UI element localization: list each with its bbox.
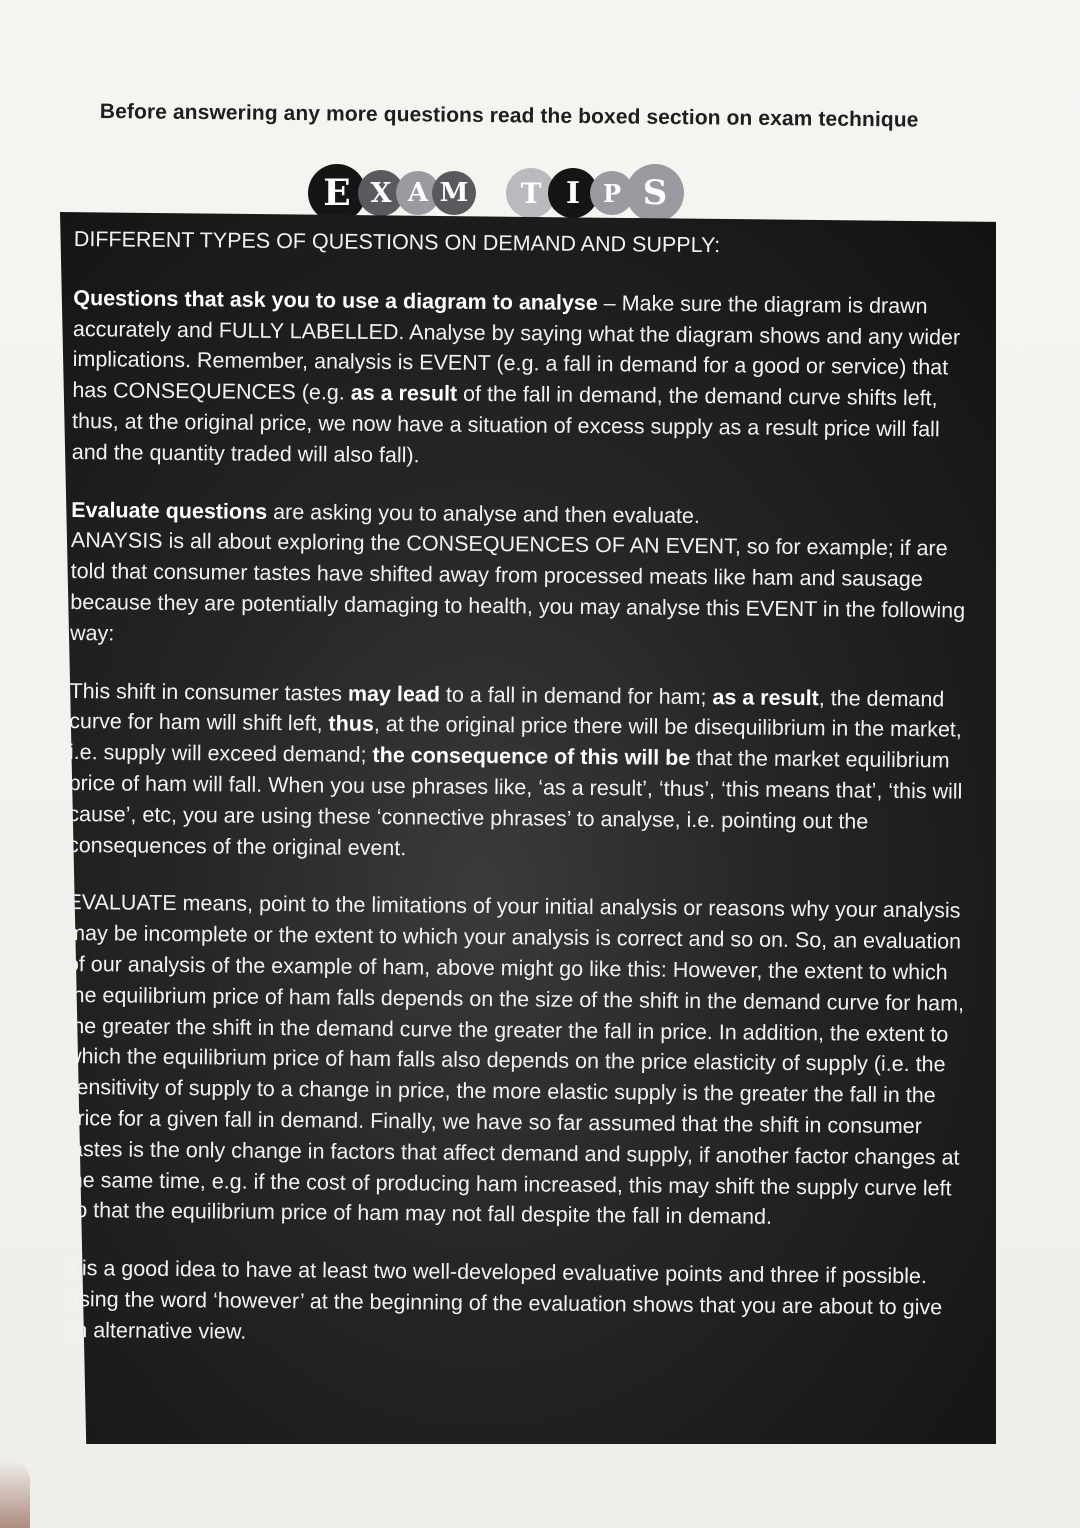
paragraph-evaluate-explanation: EVALUATE means, point to the limitations of your initial analysis or reasons why your analysis may be incomplete or the extent to which your analysis is correct and so on. So, an evaluation of our analysis of the example of ham, above might go like this: However, the extent to which the equilibrium price of ham falls depends on the size of the shift in the demand curve for ham, the greater the shift in the demand curve the greater the fall in price. In addition, the extent to which the equilibrium price of ham falls also depends on the price elasticity of supply (i.e. the sensitivity of supply to a change in price, the more elastic supply is the greater the fall in the price for a given fall in demand. Finally, we have so far assumed that the shift in consumer tastes is the only change in factors that affect demand and supply, if another factor changes at the same time, e.g. if the cost of producing ham increased, this may shift the supply curve left so that the equilibrium price of ham may not fall despite the fall in demand. xyxy=(64,890,965,1230)
text: , the demand curve for ham will shift left, xyxy=(69,685,945,736)
bold-lead: Evaluate questions xyxy=(71,497,268,524)
text: , at the original price there will be disequilibrium in the market, i.e. supply will exceed demand; xyxy=(68,712,962,768)
paragraph-evaluation-advice: It is a good idea to have at least two well-developed evaluative points and three if possible. Using the word ‘however’ at the beginning of the evaluation shows that you are about to give an alternative view. xyxy=(63,1256,943,1344)
bold-phrase: thus xyxy=(328,711,374,737)
paragraph-evaluate-questions xyxy=(70,495,975,658)
banner-letter: S xyxy=(626,164,684,222)
banner-letter: I xyxy=(548,168,598,218)
top-instruction: Before answering any more questions read the boxed section on exam technique xyxy=(99,100,919,132)
paragraph-diagram-questions xyxy=(72,283,978,476)
text: of the fall in demand, the demand curve shifts left, thus, at the original price, we now have a situation of excess supply as a result price will fall and the quantity traded will also fall). xyxy=(71,381,940,468)
box-heading: DIFFERENT TYPES OF QUESTIONS ON DEMAND AND SUPPLY: xyxy=(73,226,721,258)
text: ANAYSIS is all about exploring the CONSEQUENCES OF AN EVENT, so for example; if are told that consumer tastes have shifted away from processed meats like ham and sausage because they are potentially damaging to health, you may analyse this EVENT in the following way: xyxy=(69,528,966,646)
exam-tips-content xyxy=(63,224,978,1381)
banner-letter: X xyxy=(358,170,404,216)
banner-letter: A xyxy=(396,171,440,215)
text: to a fall in demand for ham; xyxy=(439,682,713,709)
text: – Make sure the diagram is drawn accurately and FULLY LABELLED. Analyse by saying what the diagram shows and any wider implications. Remember, analysis is EVENT (e.g. a fall in demand for a good or service) that has CONSEQUENCES (e.g. xyxy=(72,290,961,405)
banner-letter: M xyxy=(432,171,476,215)
text: This shift in consumer tastes xyxy=(69,678,349,706)
bold-lead: Questions that ask you to use a diagram to analyse xyxy=(73,285,598,315)
bold-phrase: as a result xyxy=(712,684,819,710)
banner-letter: E xyxy=(308,164,366,222)
banner-letter: P xyxy=(590,171,634,215)
text: are asking you to analyse and then evaluate. xyxy=(267,499,700,528)
bold-phrase: may lead xyxy=(347,681,441,707)
bold-phrase: the consequence of this will be xyxy=(372,743,691,771)
paragraph-analysis-example xyxy=(68,676,974,869)
bold-phrase: as a result xyxy=(350,380,458,406)
text: that the market equilibrium price of ham will fall. When you use phrases like, ‘as a result’, ‘thus’, ‘this means that’, ‘this will cause’, etc, you are using these ‘connective phrases’ to analyse, i.e. pointing out the consequences of the original event. xyxy=(67,746,963,860)
page-edge-shadow xyxy=(0,1460,30,1528)
banner-letter: T xyxy=(506,168,556,218)
